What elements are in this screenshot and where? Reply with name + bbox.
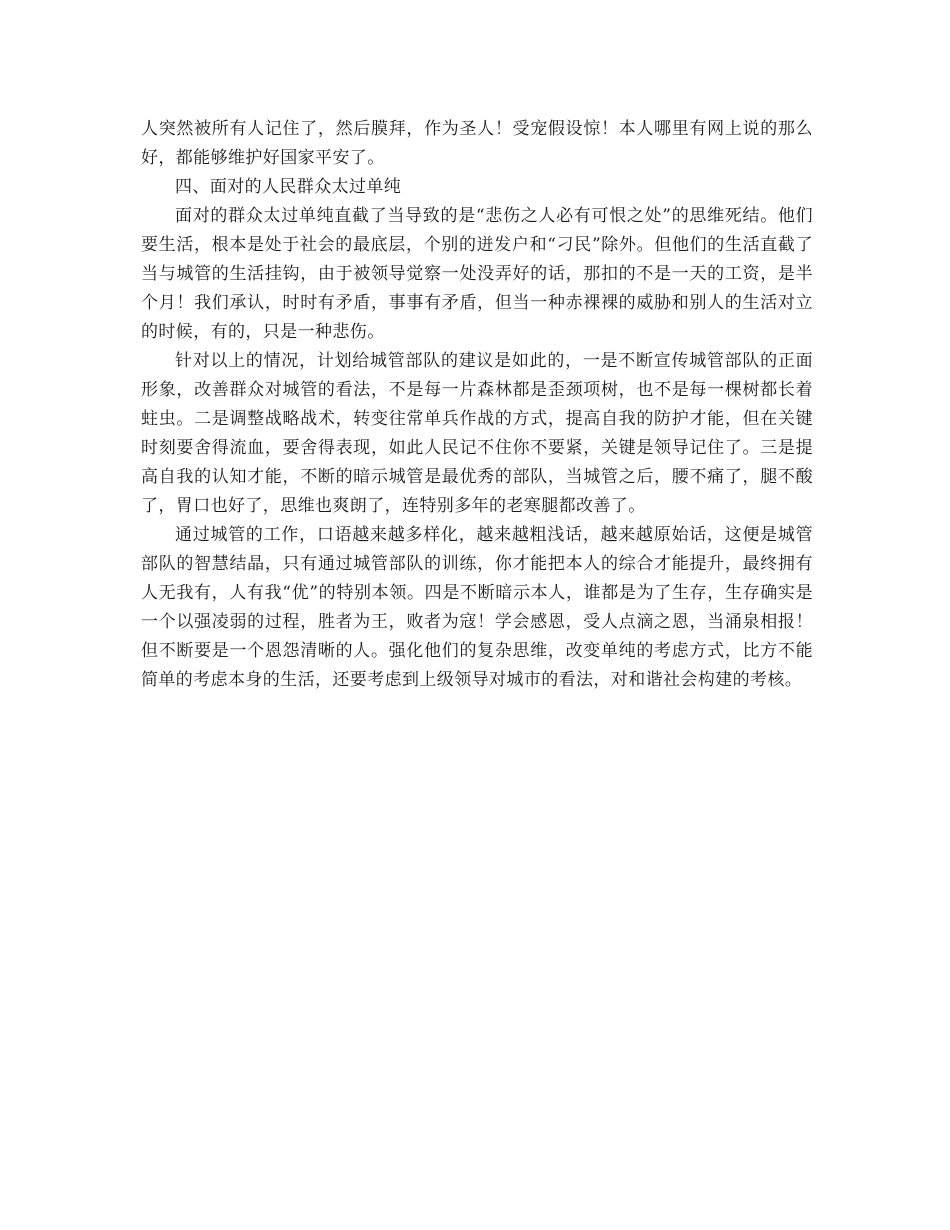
section-heading: 四、面对的人民群众太过单纯 — [175, 177, 402, 197]
document-body — [141, 115, 813, 695]
paragraph: 通过城管的工作，口语越来越多样化，越来越粗浅话，越来越原始话，这便是城管部队的智慧结晶，只有通过城管部队的训练，你才能把本人的综合才能提升，最终拥有人无我有，人有我“优”的特别本领。四是不断暗示本人，谁都是为了生存，生存确实是一个以强凌弱的过程，胜者为王，败者为寇！学会感恩，受人点滴之恩，当涌泉相报！但不断要是一个恩怨清晰的人。强化他们的复杂思维，改变单纯的考虑方式，比方不能简单的考虑本身的生活，还要考虑到上级领导对城市的看法，对和谐社会构建的考核。 — [141, 525, 813, 690]
paragraph: 面对的群众太过单纯直截了当导致的是“悲伤之人必有可恨之处”的思维死结。他们要生活，根本是处于社会的最底层，个别的迸发户和“刁民”除外。但他们的生活直截了当与城管的生活挂钩，由于被领导觉察一处没弄好的话，那扣的不是一天的工资，是半个月！我们承认，时时有矛盾，事事有矛盾，但当一种赤裸裸的威胁和别人的生活对立的时候，有的，只是一种悲伤。 — [141, 206, 813, 342]
paragraph: 针对以上的情况，计划给城管部队的建议是如此的，一是不断宣传城管部队的正面形象，改善群众对城管的看法，不是每一片森林都是歪颈项树，也不是每一棵树都长着蛀虫。二是调整战略战术，转变往常单兵作战的方式，提高自我的防护才能，但在关键时刻要舍得流血，要舍得表现，如此人民记不住你不要紧，关键是领导记住了。三是提高自我的认知才能，不断的暗示城管是最优秀的部队，当城管之后，腰不痛了，腿不酸了，胃口也好了，思维也爽朗了，连特别多年的老寒腿都改善了。 — [141, 351, 813, 516]
paragraph-continuation: 人突然被所有人记住了，然后膜拜，作为圣人！受宠假设惊！本人哪里有网上说的那么好，都能够维护好国家平安了。 — [141, 119, 813, 168]
